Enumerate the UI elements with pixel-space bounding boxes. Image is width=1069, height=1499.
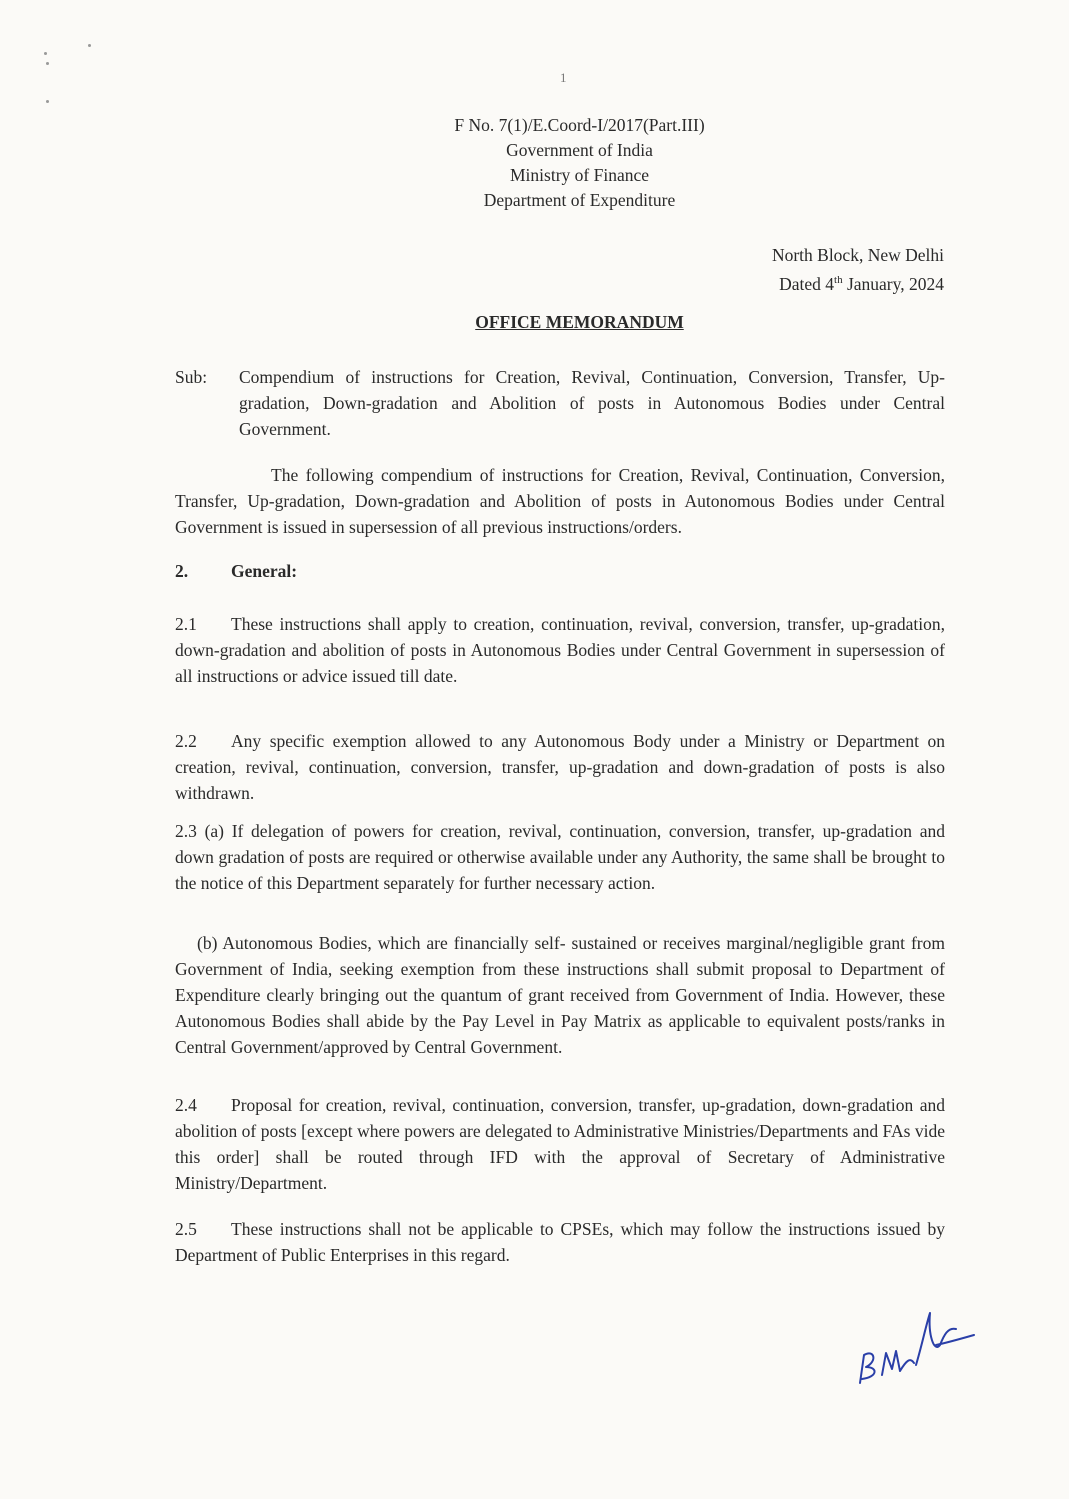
- paragraph-2-4: 2.4 Proposal for creation, revival, continuation, conversion, transfer, up-gradation, down-gradation and abolition of posts [except where powers are delegated to Administrative Ministries/Departments and FAs vide this order] shall be routed through IFD with the approval of Secretary of Administrative Ministry/Department.: [175, 1095, 945, 1193]
- header-government: Government of India: [506, 140, 653, 160]
- page-number: 1: [560, 70, 567, 85]
- header-ministry: Ministry of Finance: [509, 165, 649, 185]
- paragraph-2-2: 2.2 Any specific exemption allowed to any Autonomous Body under a Ministry or Department on creation, revival, continuation, conversion, transfer, up-gradation and down-gradation of posts is also withdrawn.: [175, 731, 945, 803]
- paragraph-2-3-b: (b) Autonomous Bodies, which are financially self- sustained or receives marginal/negligible grant from Government of India, seeking exemption from these instructions shall submit proposal to Department of Expenditure clearly bringing out the quantum of grant received from Government of India. However, these Autonomous Bodies shall abide by the Pay Level in Pay Matrix as applicable to equivalent posts/ranks in Central Government/approved by Central Government.: [175, 933, 945, 1057]
- memo-title: OFFICE MEMORANDUM: [475, 312, 684, 332]
- file-number: F No. 7(1)/E.Coord-I/2017(Part.III): [454, 115, 705, 135]
- intro-paragraph: The following compendium of instructions for Creation, Revival, Continuation, Conversion, Transfer, Up-gradation, Down-gradation and Abolition of posts in Autonomous Bodies under Central Government is issued in supersession of all previous instructions/orders.: [175, 465, 945, 537]
- header-department: Department of Expenditure: [483, 190, 676, 210]
- signature: [848, 1305, 978, 1390]
- subject: [175, 364, 945, 442]
- place-and-date: [772, 243, 944, 297]
- subject-label: Sub:: [175, 367, 208, 387]
- document-header: [0, 113, 1069, 213]
- paragraph-2-5: 2.5 These instructions shall not be applicable to CPSEs, which may follow the instructions issued by Department of Public Enterprises in this regard.: [175, 1219, 945, 1265]
- section-heading: 2. General:: [175, 561, 298, 581]
- paragraph-2-3-a: 2.3 (a) If delegation of powers for creation, revival, continuation, conversion, transfer, up-gradation and down gradation of posts are required or otherwise available under any Authority, the same shall be brought to the notice of this Department separately for further necessary action.: [175, 821, 945, 893]
- date: Dated 4th January, 2024: [779, 273, 944, 294]
- location: North Block, New Delhi: [771, 245, 944, 265]
- subject-text: Compendium of instructions for Creation, Revival, Continuation, Conversion, Transfer, Up-gradation, Down-gradation and Abolition of posts in Autonomous Bodies under Central Government.: [239, 367, 945, 439]
- paragraph-2-1: 2.1 These instructions shall apply to creation, continuation, revival, conversion, transfer, up-gradation, down-gradation and abolition of posts in Autonomous Bodies under Central Government in supersession of all instructions or advice issued till date.: [175, 614, 945, 686]
